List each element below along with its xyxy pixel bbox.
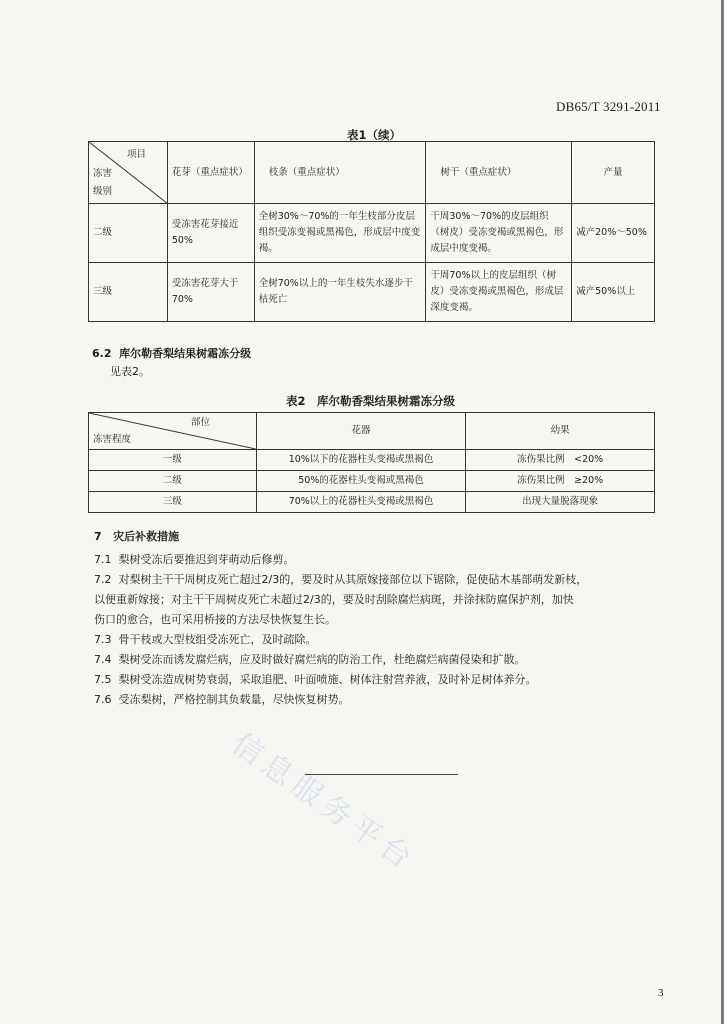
table1-corner-bottom-2: 级别 xyxy=(93,186,113,197)
table2-level: 一级 xyxy=(89,450,257,471)
item-number: 7.2 xyxy=(94,573,112,586)
section-6-2-title: 库尔勒香梨结果树霜冻分级 xyxy=(119,347,252,360)
table2-level: 三级 xyxy=(89,492,257,513)
section-6-2-heading xyxy=(92,345,251,361)
section-7-number: 7 xyxy=(94,530,102,543)
measure-item-7-2 xyxy=(94,570,587,590)
table2-corner-cell xyxy=(89,413,257,450)
item-number: 7.5 xyxy=(94,673,112,686)
item-text: 对梨树主干干周树皮死亡超过2/3的，要及时从其原嫁接部位以下锯除，促使砧木基部萌发新枝， xyxy=(118,573,588,586)
table1-yield-cell: 减产50%以上 xyxy=(572,263,655,322)
item-text: 受冻梨树，严格控制其负载量，尽快恢复树势。 xyxy=(118,693,350,706)
table1-row xyxy=(89,204,655,263)
table2-fruit-cell: 冻伤果比例 <20% xyxy=(466,450,655,471)
table2-row xyxy=(89,471,655,492)
table2-flower-cell: 10%以下的花器柱头变褐或黑褐色 xyxy=(256,450,466,471)
measure-item-7-1 xyxy=(94,550,587,570)
item-text: 梨树受冻而诱发腐烂病，应及时做好腐烂病的防治工作，杜绝腐烂病菌侵染和扩散。 xyxy=(118,653,526,666)
table1-header-row xyxy=(89,142,655,204)
table2-corner-top: 部位 xyxy=(191,417,211,428)
table1-col-branch: 枝条（重点症状） xyxy=(254,142,426,204)
measure-item-7-4 xyxy=(94,650,587,670)
item-text: 梨树受冻后要推迟到芽萌动后修剪。 xyxy=(118,553,295,566)
section-7-list xyxy=(94,550,587,710)
table1-branch-cell: 全树30%～70%的一年生枝部分皮层组织受冻变褐或黑褐色，形成层中度变褐。 xyxy=(254,204,426,263)
table1-col-bud: 花芽（重点症状） xyxy=(167,142,254,204)
table2-header-row xyxy=(89,413,655,450)
item-number: 7.1 xyxy=(94,553,112,566)
item-number: 7.6 xyxy=(94,693,112,706)
table2-level: 二级 xyxy=(89,471,257,492)
table1-bud-cell: 受冻害花芽大于70% xyxy=(167,263,254,322)
table2-row xyxy=(89,492,655,513)
section-6-2-body: 见表2。 xyxy=(110,365,150,378)
section-6-2-number: 6.2 xyxy=(92,347,112,360)
measure-item-7-6 xyxy=(94,690,587,710)
table1-row xyxy=(89,263,655,322)
end-rule xyxy=(305,774,458,775)
table2 xyxy=(88,412,655,513)
table2-flower-cell: 70%以上的花器柱头变褐或黑褐色 xyxy=(256,492,466,513)
table1-bud-cell: 受冻害花芽接近50% xyxy=(167,204,254,263)
table1-corner-bottom-1: 冻害 xyxy=(93,168,113,179)
table1-branch-cell: 全树70%以上的一年生枝失水逐步干枯死亡 xyxy=(254,263,426,322)
table2-col-fruit: 幼果 xyxy=(466,413,655,450)
section-7-title: 灾后补救措施 xyxy=(113,530,180,543)
table2-caption: 表2 库尔勒香梨结果树霜冻分级 xyxy=(286,394,455,408)
table1-col-trunk: 树干（重点症状） xyxy=(426,142,572,204)
table2-corner-bottom: 冻害程度 xyxy=(93,434,132,445)
table1 xyxy=(88,141,655,322)
table2-col-flower: 花器 xyxy=(256,413,466,450)
document-code: DB65/T 3291-2011 xyxy=(556,99,661,114)
table1-trunk-cell: 干周70%以上的皮层组织（树皮）受冻变褐或黑褐色，形成层深度变褐。 xyxy=(426,263,572,322)
table1-corner-top: 项目 xyxy=(127,149,147,160)
measure-item-7-2-cont: 伤口的愈合，也可采用桥接的方法尽快恢复生长。 xyxy=(94,613,336,626)
table1-level: 二级 xyxy=(89,204,168,263)
table2-flower-cell: 50%的花器柱头变褐或黑褐色 xyxy=(256,471,466,492)
table1-corner-cell xyxy=(89,142,168,204)
measure-item-7-3 xyxy=(94,630,587,650)
table1-level: 三级 xyxy=(89,263,168,322)
page-number: 3 xyxy=(658,987,664,999)
item-text: 梨树受冻造成树势衰弱，采取追肥、叶面喷施、树体注射营养液，及时补足树体养分。 xyxy=(118,673,537,686)
table2-fruit-cell: 冻伤果比例 ≥20% xyxy=(466,471,655,492)
table2-fruit-cell: 出现大量脱落现象 xyxy=(466,492,655,513)
table1-trunk-cell: 干周30%～70%的皮层组织（树皮）受冻变褐或黑褐色，形成层中度变褐。 xyxy=(426,204,572,263)
table2-row xyxy=(89,450,655,471)
section-7-heading xyxy=(94,528,179,544)
item-number: 7.4 xyxy=(94,653,112,666)
watermark: 信息服务平台 xyxy=(225,726,423,880)
table1-col-yield: 产量 xyxy=(572,142,655,204)
measure-item-7-5 xyxy=(94,670,587,690)
table1-caption: 表1（续） xyxy=(347,128,402,142)
item-number: 7.3 xyxy=(94,633,112,646)
measure-item-7-2-cont: 以便重新嫁接；对主干干周树皮死亡未超过2/3的，要及时刮除腐烂病斑，并涂抹防腐保护剂，加快 xyxy=(94,593,574,606)
item-text: 骨干枝或大型枝组受冻死亡，及时疏除。 xyxy=(118,633,317,646)
table1-yield-cell: 减产20%～50% xyxy=(572,204,655,263)
